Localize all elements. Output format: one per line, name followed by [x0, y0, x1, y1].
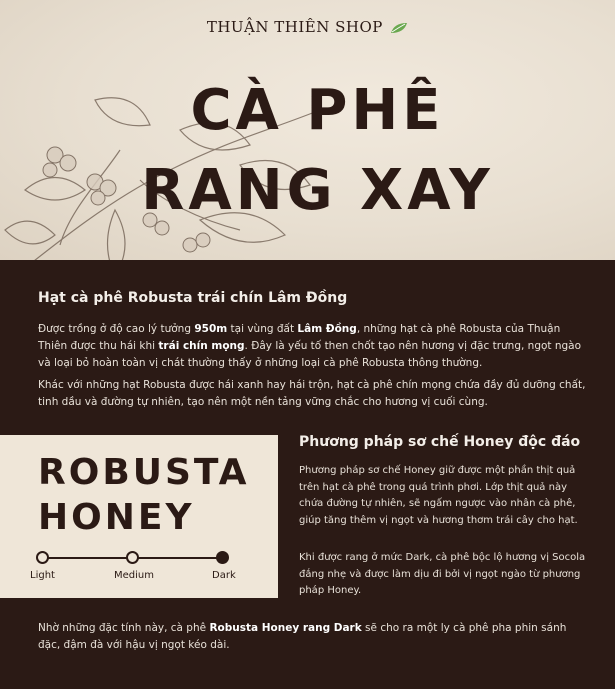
roast-level-dark-dot	[216, 551, 229, 564]
roast-level-light-dot	[36, 551, 49, 564]
origin-heading: Hạt cà phê Robusta trái chín Lâm Đồng	[38, 290, 348, 306]
origin-paragraph-2: Khác với những hạt Robusta được hái xanh hay hái trộn, hạt cà phê chín mọng chứa đầy đủ dưỡng chất, tinh dầu và đường tự nhiên, tạo nên một nền tảng vững chắc cho hương vị cuối cùng.	[38, 379, 586, 408]
roast-level-label: Dark	[212, 570, 236, 581]
leaf-icon	[390, 22, 408, 34]
hero-section	[0, 0, 615, 260]
roast-level-label: Light	[30, 570, 55, 581]
product-name-line2: HONEY	[38, 497, 195, 538]
roast-level-medium-dot	[126, 551, 139, 564]
roast-level-label: Medium	[114, 570, 154, 581]
method-heading: Phương pháp sơ chế Honey độc đáo	[299, 434, 581, 450]
origin-paragraph: Được trồng ở độ cao lý tưởng 950m tại vùng đất Lâm Đồng, những hạt cà phê Robusta của Thuận Thiên được thu hái khi trái chín mọng. Đây là yếu tố then chốt tạo nên hương vị đặc trưng, ngọt ngào và loại bỏ hoàn toàn vị chát thường thấy ở những loại cà phê Robusta thông thường.	[38, 323, 582, 369]
method-paragraph: Phương pháp sơ chế Honey giữ được một phần thịt quả trên hạt cà phê trong quá trình phơi. Lớp thịt quả này chứa đường tự nhiên, sẽ ngấm ngược vào nhân cà phê, giúp tăng thêm vị ngọt và hương thơm trái cây cho hạt.	[299, 465, 578, 526]
shop-logo	[0, 18, 615, 36]
shop-name: THUẬN THIÊN SHOP	[206, 18, 383, 36]
page-title-line1: CÀ PHÊ	[190, 78, 445, 143]
summary-paragraph: Nhờ những đặc tính này, cà phê Robusta Honey rang Dark sẽ cho ra một ly cà phê pha phin sánh đặc, đậm đà với hậu vị ngọt kéo dài.	[38, 622, 567, 651]
product-name-line1: ROBUSTA	[38, 452, 250, 493]
method-paragraph-2: Khi được rang ở mức Dark, cà phê bộc lộ hương vị Socola đắng nhẹ và được làm dịu đi bởi vị ngọt ngào từ phương pháp Honey.	[299, 552, 586, 596]
page-title-line2: RANG XAY	[141, 158, 494, 223]
